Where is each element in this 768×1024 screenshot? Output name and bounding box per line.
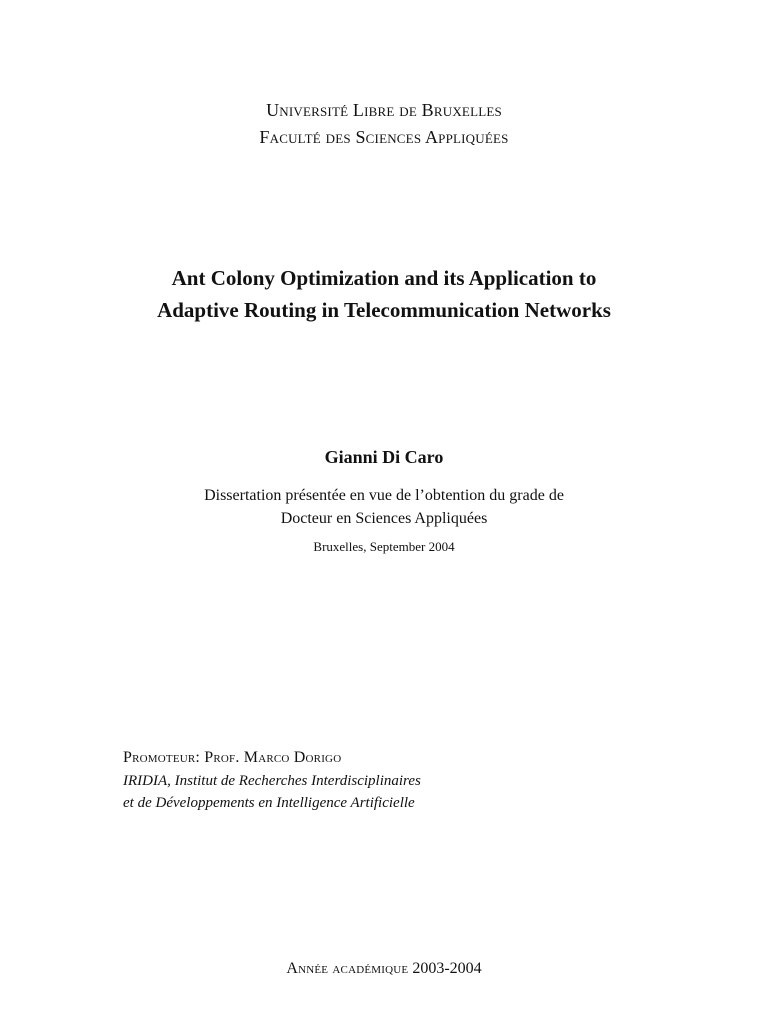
affiliation-line-1: IRIDIA, Institut de Recherches Interdisciplinaires bbox=[123, 773, 421, 789]
academic-year-label: Année académique bbox=[286, 960, 409, 977]
place-date: Bruxelles, September 2004 bbox=[313, 539, 455, 554]
academic-year bbox=[0, 960, 768, 978]
dissertation-line-1: Dissertation présentée en vue de l’obtention du grade de bbox=[204, 487, 564, 504]
affiliation-line-2: et de Développements en Intelligence Artificielle bbox=[123, 795, 415, 811]
author-name: Gianni Di Caro bbox=[324, 447, 444, 467]
academic-year-value: 2003-2004 bbox=[412, 960, 482, 977]
faculty-name: Faculté des Sciences Appliquées bbox=[259, 127, 509, 147]
thesis-title-line-2: Adaptive Routing in Telecommunication Networks bbox=[157, 298, 611, 322]
dissertation-line-2: Docteur en Sciences Appliquées bbox=[280, 510, 488, 527]
thesis-title-line-1: Ant Colony Optimization and its Application to bbox=[171, 266, 597, 290]
promoter-line: Promoteur: Prof. Marco Dorigo bbox=[123, 749, 342, 766]
university-name: Université Libre de Bruxelles bbox=[266, 100, 502, 120]
